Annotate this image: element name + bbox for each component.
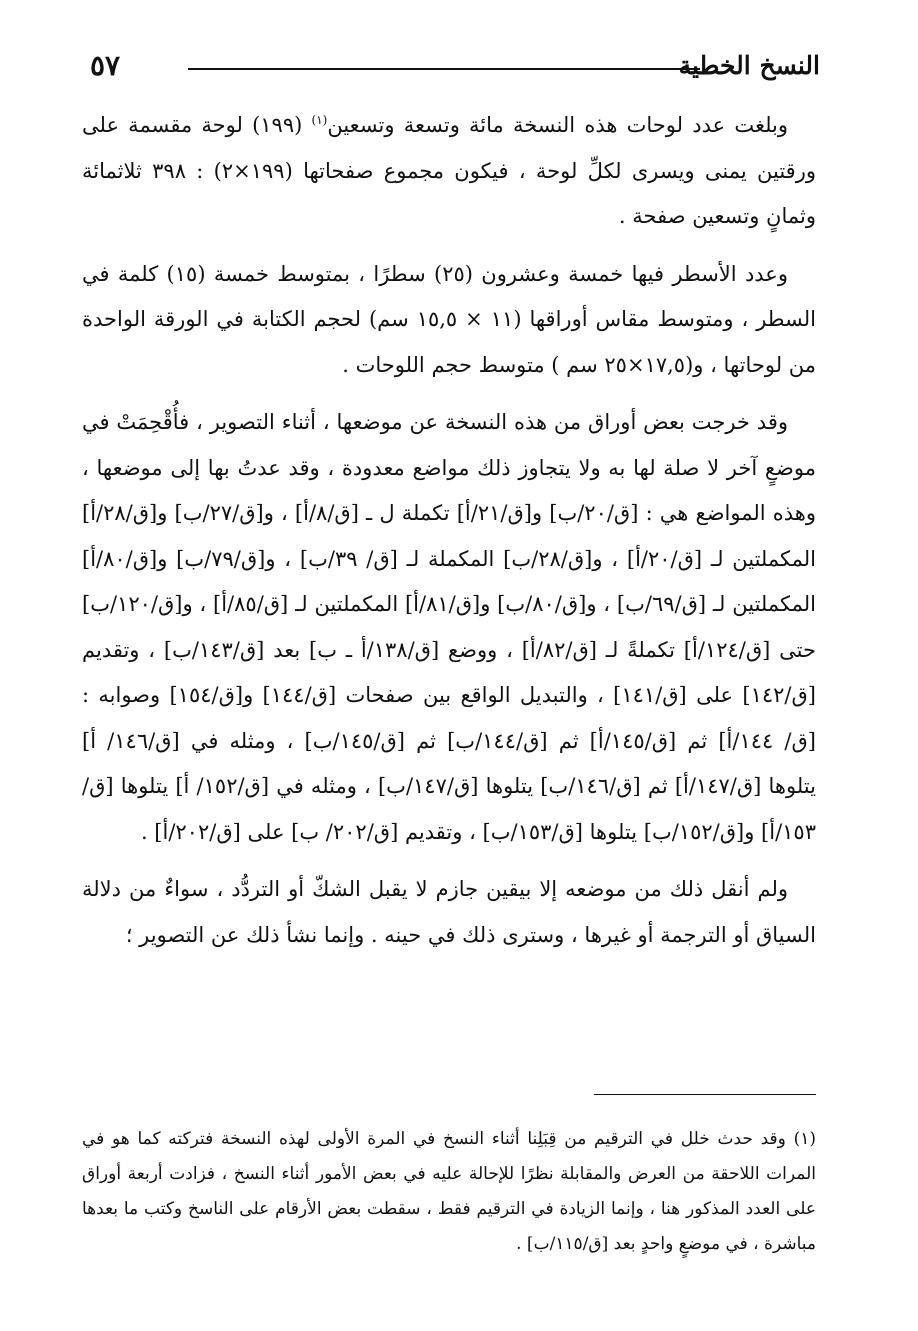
paragraph-4-text: ولم أنقل ذلك من موضعه إلا بيقين جازم لا يقبل الشكّ أو التردُّد ، سواءٌ من دلالة السياق أو الترجمة أو غيرها ، وسترى ذلك في حينه . وإنما نشأ ذلك عن التصوير ؛ <box>82 877 816 947</box>
footnote-text: (١) وقد حدث خلل في الترقيم من قِبَلِنا أثناء النسخ في المرة الأولى لهذه النسخة فتركته كما هو في المرات اللاحقة من العرض والمقابلة نظرًا للإحالة عليه في بعض الأمور أثناء النسخ ، فزادت أربعة أوراق على العدد المذكور هنا ، وإنما الزيادة في الترقيم فقط ، سقطت بعض الأرقام على الناسخ وكتب ما بعدها مباشرة ، في موضعٍ واحدٍ بعد [ق/١١٥/ب] . <box>82 1129 816 1254</box>
footnote-separator <box>594 1094 816 1095</box>
footnote-reference-marker: (١) <box>311 113 328 127</box>
body-text <box>82 103 816 970</box>
paragraph-1 <box>82 103 816 240</box>
header-rule <box>188 68 700 70</box>
paragraph-3 <box>82 400 816 855</box>
paragraph-2-text: وعدد الأسطر فيها خمسة وعشرون (٢٥) سطرًا ، بمتوسط خمسة (١٥) كلمة في السطر ، ومتوسط مقاس أوراقها (١١ × ١٥,٥ سم) لحجم الكتابة في الورقة الواحدة من لوحاتها ، و(١٧,٥×٢٥ سم ) متوسط حجم اللوحات . <box>82 261 816 377</box>
paragraph-2 <box>82 252 816 389</box>
footnote <box>82 1122 816 1262</box>
paragraph-4 <box>82 867 816 958</box>
paragraph-1-text: وبلغت عدد لوحات هذه النسخة مائة وتسعة وتسعين$^{(١)}$ (١٩٩) لوحة مقسمة على ورقتين يمنى ويسرى لكلِّ لوحة ، فيكون مجموع صفحاتها (١٩٩×٢) : ٣٩٨ ثلاثمائة وثمانٍ وتسعين صفحة . <box>82 113 816 228</box>
page-number: ٥٧ <box>90 49 121 82</box>
page-header <box>84 46 820 86</box>
running-title: النسخ الخطية <box>678 51 820 80</box>
paragraph-3-text: وقد خرجت بعض أوراق من هذه النسخة عن موضعها ، أثناء التصوير ، فأُقْحِمَتْ في موضعٍ آخر لا صلة لها به ولا يتجاوز ذلك مواضع معدودة ، وقد عدتُ بها إلى موضعها ، وهذه المواضع هي : [ق/٢٠/ب] و[ق/٢١/أ] تكملة ل ـ [ق/٨/أ] ، و[ق/٢٧/ب] و[ق/٢٨/أ] المكملتين لـ [ق/٢٠/أ] ، و[ق/٢٨/ب] المكملة لـ [ق/ ٣٩/ب] ، و[ق/٧٩/ب] و[ق/٨٠/أ] المكملتين لـ [ق/٦٩/ب] ، و[ق/٨٠/ب] و[ق/٨١/أ] المكملتين لـ [ق/٨٥/أ] ، و[ق/١٢٠/ب] حتى [ق/١٢٤/أ] تكملةً لـ [ق/٨٢/أ] ، ووضع [ق/١٣٨/أ ـ ب] بعد [ق/١٤٣/ب] ، وتقديم [ق/١٤٢] على [ق/١٤١] ، والتبديل الواقع بين صفحات [ق/١٤٤] و[ق/١٥٤] وصوابه : [ق/ ١٤٤/أ] ثم [ق/١٤٥/أ] ثم [ق/١٤٤/ب] ثم [ق/١٤٥/ب] ، ومثله في [ق/١٤٦/ أ] يتلوها [ق/١٤٧/أ] ثم [ق/١٤٦/ب] يتلوها [ق/١٤٧/ب] ، ومثله في [ق/١٥٢/ أ] يتلوها [ق/١٥٣/أ] و[ق/١٥٢/ب] يتلوها [ق/١٥٣/ب] ، وتقديم [ق/٢٠٢/ ب] على [ق/٢٠٢/أ] . <box>82 410 817 844</box>
